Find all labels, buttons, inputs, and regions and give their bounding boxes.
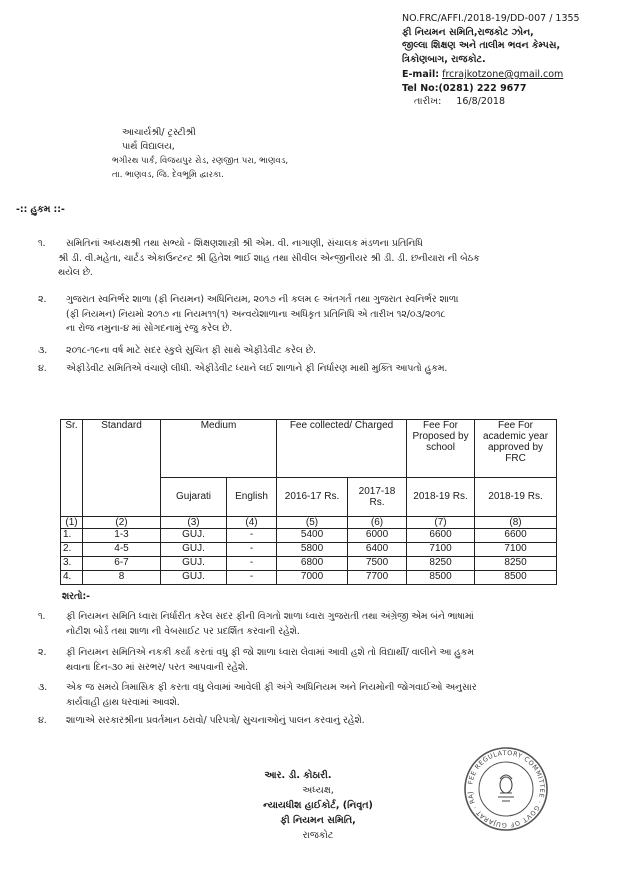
table-row bbox=[61, 556, 557, 570]
table-cell: 8500 bbox=[475, 570, 557, 584]
column-number: (5) bbox=[277, 516, 348, 528]
signatory-name: આર. ડી. કોઠારી. bbox=[264, 770, 332, 781]
point-number: ૧. bbox=[38, 238, 46, 249]
table-cell: 4. bbox=[61, 570, 83, 584]
point-number: ૨. bbox=[38, 294, 47, 305]
table-cell: 6600 bbox=[407, 528, 475, 542]
table-cell: 3. bbox=[61, 556, 83, 570]
table-cell: 1-3 bbox=[83, 528, 161, 542]
reference-number: NO.FRC/AFFI./2018-19/DD-007 / 1355 bbox=[402, 13, 580, 24]
table-cell: - bbox=[227, 542, 277, 556]
table-cell: - bbox=[227, 556, 277, 570]
table-cell: 7700 bbox=[348, 570, 407, 584]
signature-block bbox=[228, 768, 408, 843]
point-line: ૨૦૧૮-૧૯ના વર્ષ માટે સદર સ્કુલે સુચિત ફી સાથે એફીડેવીટ કરેલ છે. bbox=[66, 345, 316, 356]
table-cell: 6000 bbox=[348, 528, 407, 542]
header-fee-approved: Fee For academic year approved by FRC bbox=[475, 420, 557, 478]
condition-number: ૨. bbox=[38, 647, 47, 658]
table-row bbox=[61, 542, 557, 556]
table-cell: 7100 bbox=[407, 542, 475, 556]
office-line-3: ત્રિકોણબાગ, રાજકોટ. bbox=[402, 53, 486, 65]
header-fee-collected: Fee collected/ Charged bbox=[277, 420, 407, 478]
table-column-number-row bbox=[61, 516, 557, 528]
email-row bbox=[402, 68, 580, 82]
header-2018-19-approved: 2018-19 Rs. bbox=[475, 478, 557, 516]
table-cell: 5400 bbox=[277, 528, 348, 542]
condition-line: એક જ સમયે ત્રિમાસિક ફી કરતા વધુ લેવામાં આવેલી ફી અંગે અધિનિયમ અને નિયમોની જોગવાઈઓ અનુસાર bbox=[66, 682, 477, 693]
column-number: (1) bbox=[61, 516, 83, 528]
point-number: ૪. bbox=[38, 363, 47, 374]
condition-line: કાર્યવાહી હાથ ધરવામાં આવશે. bbox=[66, 696, 180, 708]
office-line-1: ફી નિયમન સમિતિ,રાજકોટ ઝોન, bbox=[402, 26, 534, 38]
table-cell: 6800 bbox=[277, 556, 348, 570]
column-number: (8) bbox=[475, 516, 557, 528]
table-row bbox=[61, 570, 557, 584]
condition-line: ફી નિયમન સમિતિએ નકકી કર્યા કરતાં વધુ ફી જો શાળા ધ્વારા લેવામાં આવી હશે તો વિદ્યાર્થી/ વાલીને આ હુકમ bbox=[66, 647, 474, 658]
order-heading: -:: હુકમ ::- bbox=[16, 204, 65, 215]
addressee-line-4: તા. ભાણવડ, જિ. દેવભૂમિ દ્વારકા. bbox=[112, 170, 224, 180]
date-value: 16/8/2018 bbox=[456, 96, 506, 107]
point-line: સમિતિનાં અધ્યક્ષશ્રી તથા સભ્યો - શિક્ષણશાસ્ત્રી શ્રી એમ. વી. નાગાણી, સંચાલક મંડળના પ્રતિનિધિ bbox=[66, 238, 423, 249]
condition-line: શાળાએ સરકારશ્રીના પ્રવર્તમાન ઠરાવો/ પરિપત્રો/ સુચનાઓનું પાલન કરવાનું રહેશે. bbox=[66, 715, 365, 726]
condition-number: ૪. bbox=[38, 715, 47, 726]
table-header-row bbox=[61, 420, 557, 478]
office-line-2: જીલ્લા શિક્ષણ અને તાલીમ ભવન કેમ્પસ, bbox=[402, 40, 561, 51]
table-cell: GUJ. bbox=[161, 556, 227, 570]
header-fee-proposed: Fee For Proposed by school bbox=[407, 420, 475, 478]
table-row bbox=[61, 528, 557, 542]
header-standard: Standard bbox=[83, 420, 161, 517]
header-2018-19-proposed: 2018-19 Rs. bbox=[407, 478, 475, 516]
table-cell: 6600 bbox=[475, 528, 557, 542]
table-cell: 1. bbox=[61, 528, 83, 542]
column-number: (6) bbox=[348, 516, 407, 528]
table-cell: - bbox=[227, 570, 277, 584]
reference-block bbox=[402, 12, 580, 109]
conditions-heading: શરતો:- bbox=[62, 591, 91, 602]
tel-number: Tel No:(0281) 222 9677 bbox=[402, 82, 527, 94]
date-row bbox=[402, 95, 580, 109]
table-cell: 8250 bbox=[475, 556, 557, 570]
point-line: થયેલ છે. bbox=[58, 267, 93, 278]
table-cell: - bbox=[227, 528, 277, 542]
point-line: (ફી નિયમન) નિયમો ૨૦૧૭ ના નિયમ૧૧(૧) અન્વયેશાળાના અધિકૃત પ્રતિનિધિ એ તારીખ ૧૨/૦૩/૨૦૧૮ bbox=[66, 308, 446, 320]
table-cell: 8500 bbox=[407, 570, 475, 584]
table-cell: 8250 bbox=[407, 556, 475, 570]
condition-line: ફી નિયમન સમિતિ ધ્વારા નિર્ધારીત કરેલ સદર ફીની વિગતો શાળા ધ્વારા ગુજરાતી તથા અંગ્રેજી એમ બંને ભાષામાં bbox=[66, 611, 474, 622]
fee-table bbox=[60, 419, 557, 585]
signatory-city: રાજકોટ bbox=[302, 830, 334, 841]
table-cell: 5800 bbox=[277, 542, 348, 556]
column-number: (7) bbox=[407, 516, 475, 528]
column-number: (2) bbox=[83, 516, 161, 528]
header-sr: Sr. bbox=[61, 420, 83, 517]
email-label: E-mail: bbox=[402, 69, 440, 80]
table-cell: GUJ. bbox=[161, 528, 227, 542]
header-2017-18: 2017-18 Rs. bbox=[348, 478, 407, 516]
point-line: ગુજરાત સ્વનિર્ભર શાળા (ફી નિયમન) અધિનિયમ, ૨૦૧૭ ની કલમ ૯ અંતગર્ત તથા ગુજરાત સ્વનિર્ભર શાળા bbox=[66, 294, 459, 305]
condition-number: ૧. bbox=[38, 611, 46, 622]
table-cell: GUJ. bbox=[161, 542, 227, 556]
table-cell: 7500 bbox=[348, 556, 407, 570]
addressee-line-1: આચાર્યશ્રી/ ટ્રસ્ટીશ્રી bbox=[122, 127, 196, 138]
table-cell: 8 bbox=[83, 570, 161, 584]
table-cell: 6400 bbox=[348, 542, 407, 556]
seal-icon bbox=[462, 745, 550, 833]
header-2016-17: 2016-17 Rs. bbox=[277, 478, 348, 516]
svg-text:FEE REGULATORY COMMITTEE · GOV: FEE REGULATORY COMMITTEE · GOVT OF GUJARAT · RAJ bbox=[466, 748, 547, 830]
signatory-role: ન્યાયધીશ હાઈકોર્ટ, (નિવૃત) bbox=[263, 800, 373, 811]
column-number: (3) bbox=[161, 516, 227, 528]
table-cell: 2. bbox=[61, 542, 83, 556]
header-medium: Medium bbox=[161, 420, 277, 478]
table-cell: 4-5 bbox=[83, 542, 161, 556]
column-number: (4) bbox=[227, 516, 277, 528]
table-cell: GUJ. bbox=[161, 570, 227, 584]
addressee-line-3: ભગીરથ પાર્ક, વિજયપુર રોડ, રણજીત પરા, ભાણવડ, bbox=[112, 156, 289, 166]
header-english: English bbox=[227, 478, 277, 516]
point-number: ૩. bbox=[38, 345, 48, 356]
signatory-title: અધ્યક્ષ, bbox=[302, 785, 334, 796]
email-link[interactable]: frcrajkotzone@gmail.com bbox=[442, 69, 564, 80]
signatory-org: ફી નિયમન સમિતિ, bbox=[280, 815, 356, 826]
point-line: શ્રી ડી. વી.મહેતા, ચાર્ટડ એકાઉન્ટન્ટ શ્રી હિતેશ ભાઈ શાહ તથા સીવીલ એન્જીનીયર શ્રી ડી. ડી. છનીયારા ની બેઠક bbox=[58, 252, 480, 264]
header-gujarati: Gujarati bbox=[161, 478, 227, 516]
condition-number: ૩. bbox=[38, 682, 48, 693]
table-cell: 6-7 bbox=[83, 556, 161, 570]
addressee-line-2: પાર્થ વિદ્યાલય, bbox=[122, 141, 175, 152]
point-line: ના રોજ નમુના-૪ માં સોગદનામું રજુ કરેલ છે. bbox=[66, 323, 233, 334]
table-cell: 7000 bbox=[277, 570, 348, 584]
condition-line: નોટીશ બોર્ડ તથા શાળા ની વેબસાઈટ પર પ્રદર્શિત કરવાની રહેશે. bbox=[66, 625, 300, 637]
addressee bbox=[112, 126, 288, 182]
point-line: એફીડેવીટ સમિતિએ વંચાણે લીધી. એફીડેવીટ ધ્યાને લઈ શાળાને ફી નિર્ધારણ માથી મુક્તિ આપતો હુકમ. bbox=[66, 363, 448, 374]
condition-line: થવાના દિન-૩૦ માં સરભર/ પરત આપવાની રહેશે. bbox=[66, 661, 249, 673]
table-cell: 7100 bbox=[475, 542, 557, 556]
committee-seal bbox=[462, 745, 550, 833]
date-label: તારીખ: bbox=[414, 96, 442, 107]
